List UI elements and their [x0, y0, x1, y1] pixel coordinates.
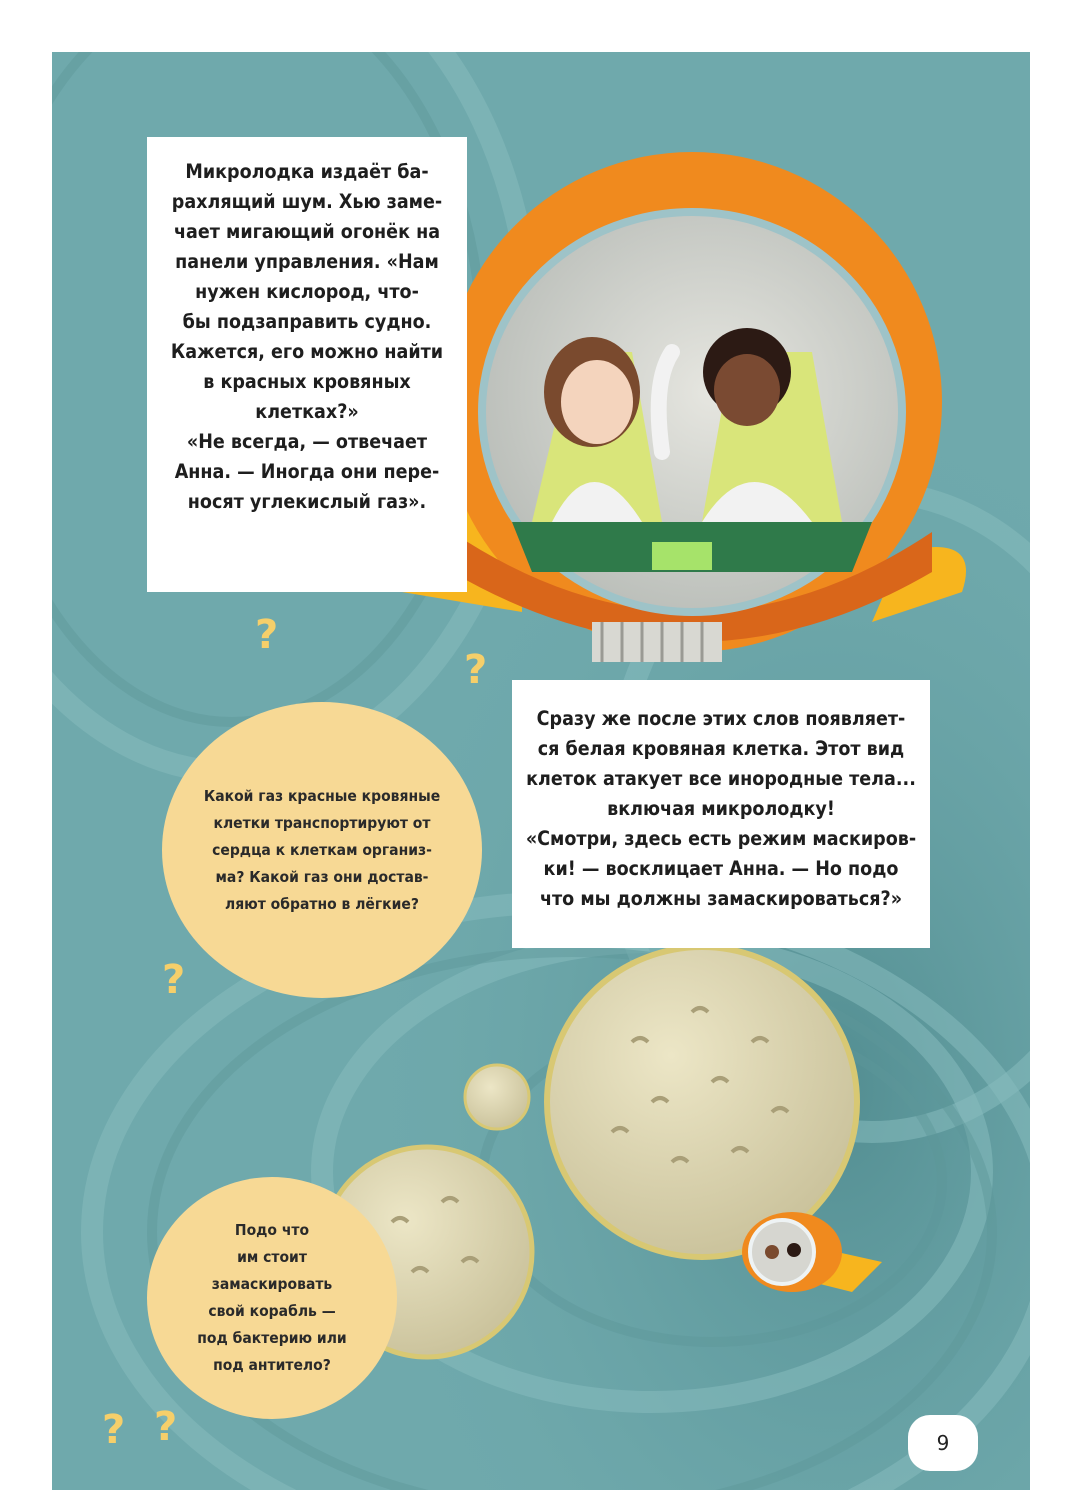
text-line: Кажется, его можно найти: [170, 340, 444, 363]
question-line: Какой газ красные кровяные: [203, 786, 441, 805]
question-line: замаскировать: [211, 1275, 333, 1293]
text-line: рахлящий шум. Хью заме-: [171, 190, 443, 213]
question-mark-decoration: ?: [162, 957, 186, 1003]
question-mark-decoration: ?: [464, 647, 488, 693]
text-line: чает мигающий огонёк на: [173, 220, 441, 243]
question-bubble-2: [147, 1177, 397, 1419]
text-line: носят углекислый газ».: [187, 490, 427, 513]
question-line: Подо что: [234, 1221, 310, 1239]
text-line: бы подзаправить судно.: [182, 310, 432, 333]
question-line: сердца к клеткам организ-: [212, 840, 432, 859]
text-line: Микролодка издаёт ба-: [185, 160, 429, 183]
text-line: включая микролодку!: [607, 797, 835, 820]
story-text-box-2: [512, 680, 930, 948]
question-line: им стоит: [237, 1248, 307, 1266]
question-line: под бактерию или: [197, 1329, 347, 1347]
text-line: панели управления. «Нам: [175, 250, 439, 273]
text-line: клеток атакует все инородные тела...: [526, 767, 916, 790]
question-line: свой корабль —: [208, 1302, 336, 1320]
question-line: ляют обратно в лёгкие?: [225, 894, 419, 913]
text-line: Сразу же после этих слов появляет-: [536, 707, 906, 730]
text-line: ся белая кровяная клетка. Этот вид: [537, 737, 905, 760]
question-mark-decoration: ?: [154, 1404, 178, 1450]
text-line: «Смотри, здесь есть режим маскиров-: [525, 827, 917, 850]
book-page: [52, 52, 1030, 1490]
text-line: в красных кровяных: [203, 370, 411, 393]
text-line: нужен кислород, что-: [195, 280, 419, 303]
question-line: под антитело?: [213, 1356, 331, 1374]
story-text-box-1: [147, 137, 467, 592]
text-line: Анна. — Иногда они пере-: [174, 460, 440, 483]
text-line: «Не всегда, — отвечает: [186, 430, 428, 453]
text-line: что мы должны замаскироваться?»: [539, 887, 903, 910]
question-line: ма? Какой газ они достав-: [215, 867, 429, 886]
page-number: 9: [908, 1415, 978, 1471]
question-mark-decoration: ?: [255, 612, 279, 658]
question-bubble-1: [162, 702, 482, 1003]
question-line: клетки транспортируют от: [213, 813, 431, 832]
text-line: ки! — восклицает Анна. — Но подо: [543, 857, 899, 880]
text-line: клетках?»: [255, 400, 359, 423]
question-mark-decoration: ?: [102, 1407, 126, 1453]
